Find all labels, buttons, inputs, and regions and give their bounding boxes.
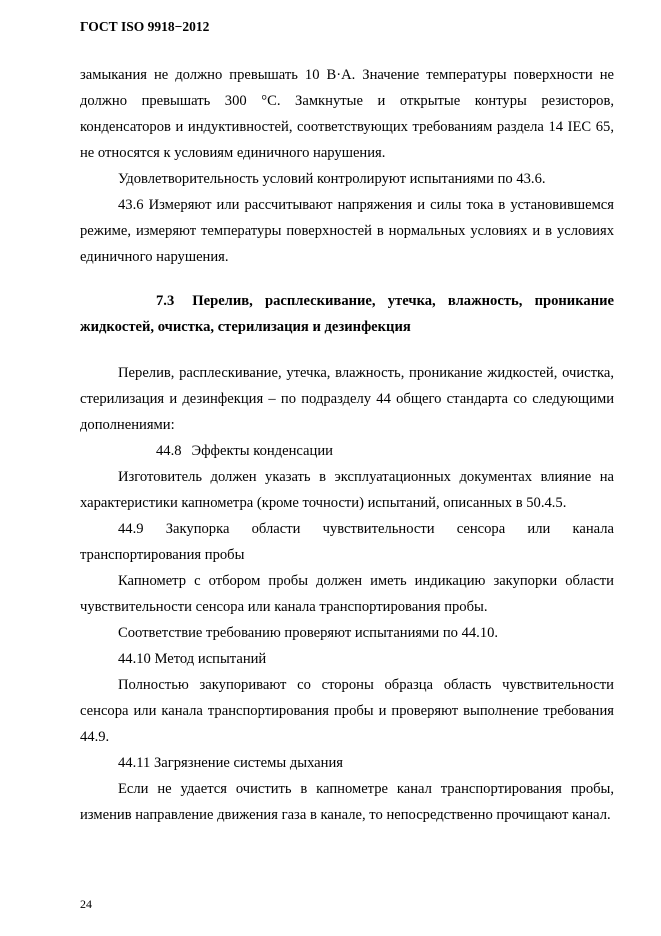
paragraph-43-6: 43.6 Измеряют или рассчитывают напряжения и силы тока в установившемся режиме, измеряют температуры поверхностей в нормальных условиях и в условиях единичного нарушения. <box>80 197 614 265</box>
section-heading-7-3 <box>80 288 614 340</box>
paragraph-44-10: Полностью закупоривают со стороны образца область чувствительности сенсора или канала транспортирования пробы и проверяют выполнение требования 44.9. <box>80 677 614 745</box>
document-header: ГОСТ ISO 9918−2012 <box>80 19 210 34</box>
paragraph-compliance-43-6: Удовлетворительность условий контролируют испытаниями по 43.6. <box>118 171 546 187</box>
paragraph-continuation: замыкания не должно превышать 10 В·А. Значение температуры поверхности не должно превышать 300 °С. Замкнутые и открытые контуры резисторов, конденсаторов и индуктивностей, соответствующих требованиям раздела 14 IEC 65, не относятся к условиям единичного нарушения. <box>80 67 614 161</box>
paragraph-compliance-44-10: Соответствие требованию проверяют испытаниями по 44.10. <box>118 625 499 641</box>
item-44-9-heading: 44.9 Закупорка области чувствительности сенсора или канала транспортирования пробы <box>80 521 614 563</box>
item-44-8-title: Эффекты конденсации <box>191 443 333 459</box>
section-title: Перелив, расплескивание, утечка, влажность, проникание жидкостей, очистка, стерилизация и дезинфекция <box>80 293 614 335</box>
paragraph-44-9: Капнометр с отбором пробы должен иметь индикацию закупорки области чувствительности сенсора или канала транспортирования пробы. <box>80 573 614 615</box>
paragraph-section-intro: Перелив, расплескивание, утечка, влажность, проникание жидкостей, очистка, стерилизация и дезинфекция – по подразделу 44 общего стандарта со следующими дополнениями: <box>80 365 614 433</box>
paragraph-44-8: Изготовитель должен указать в эксплуатационных документах влияние на характеристики капнометра (кроме точности) испытаний, описанных в 50.4.5. <box>80 469 614 511</box>
page-body <box>80 62 614 828</box>
item-44-8-number: 44.8 <box>156 443 182 459</box>
page-number: 24 <box>80 897 92 911</box>
item-44-10-heading: 44.10 Метод испытаний <box>118 651 267 667</box>
item-44-11-heading: 44.11 Загрязнение системы дыхания <box>118 755 343 771</box>
item-44-8-heading <box>80 438 614 464</box>
paragraph-44-11: Если не удается очистить в капнометре канал транспортирования пробы, изменив направление движения газа в канале, то непосредственно прочищают канал. <box>80 781 614 823</box>
section-number: 7.3 <box>156 293 175 309</box>
